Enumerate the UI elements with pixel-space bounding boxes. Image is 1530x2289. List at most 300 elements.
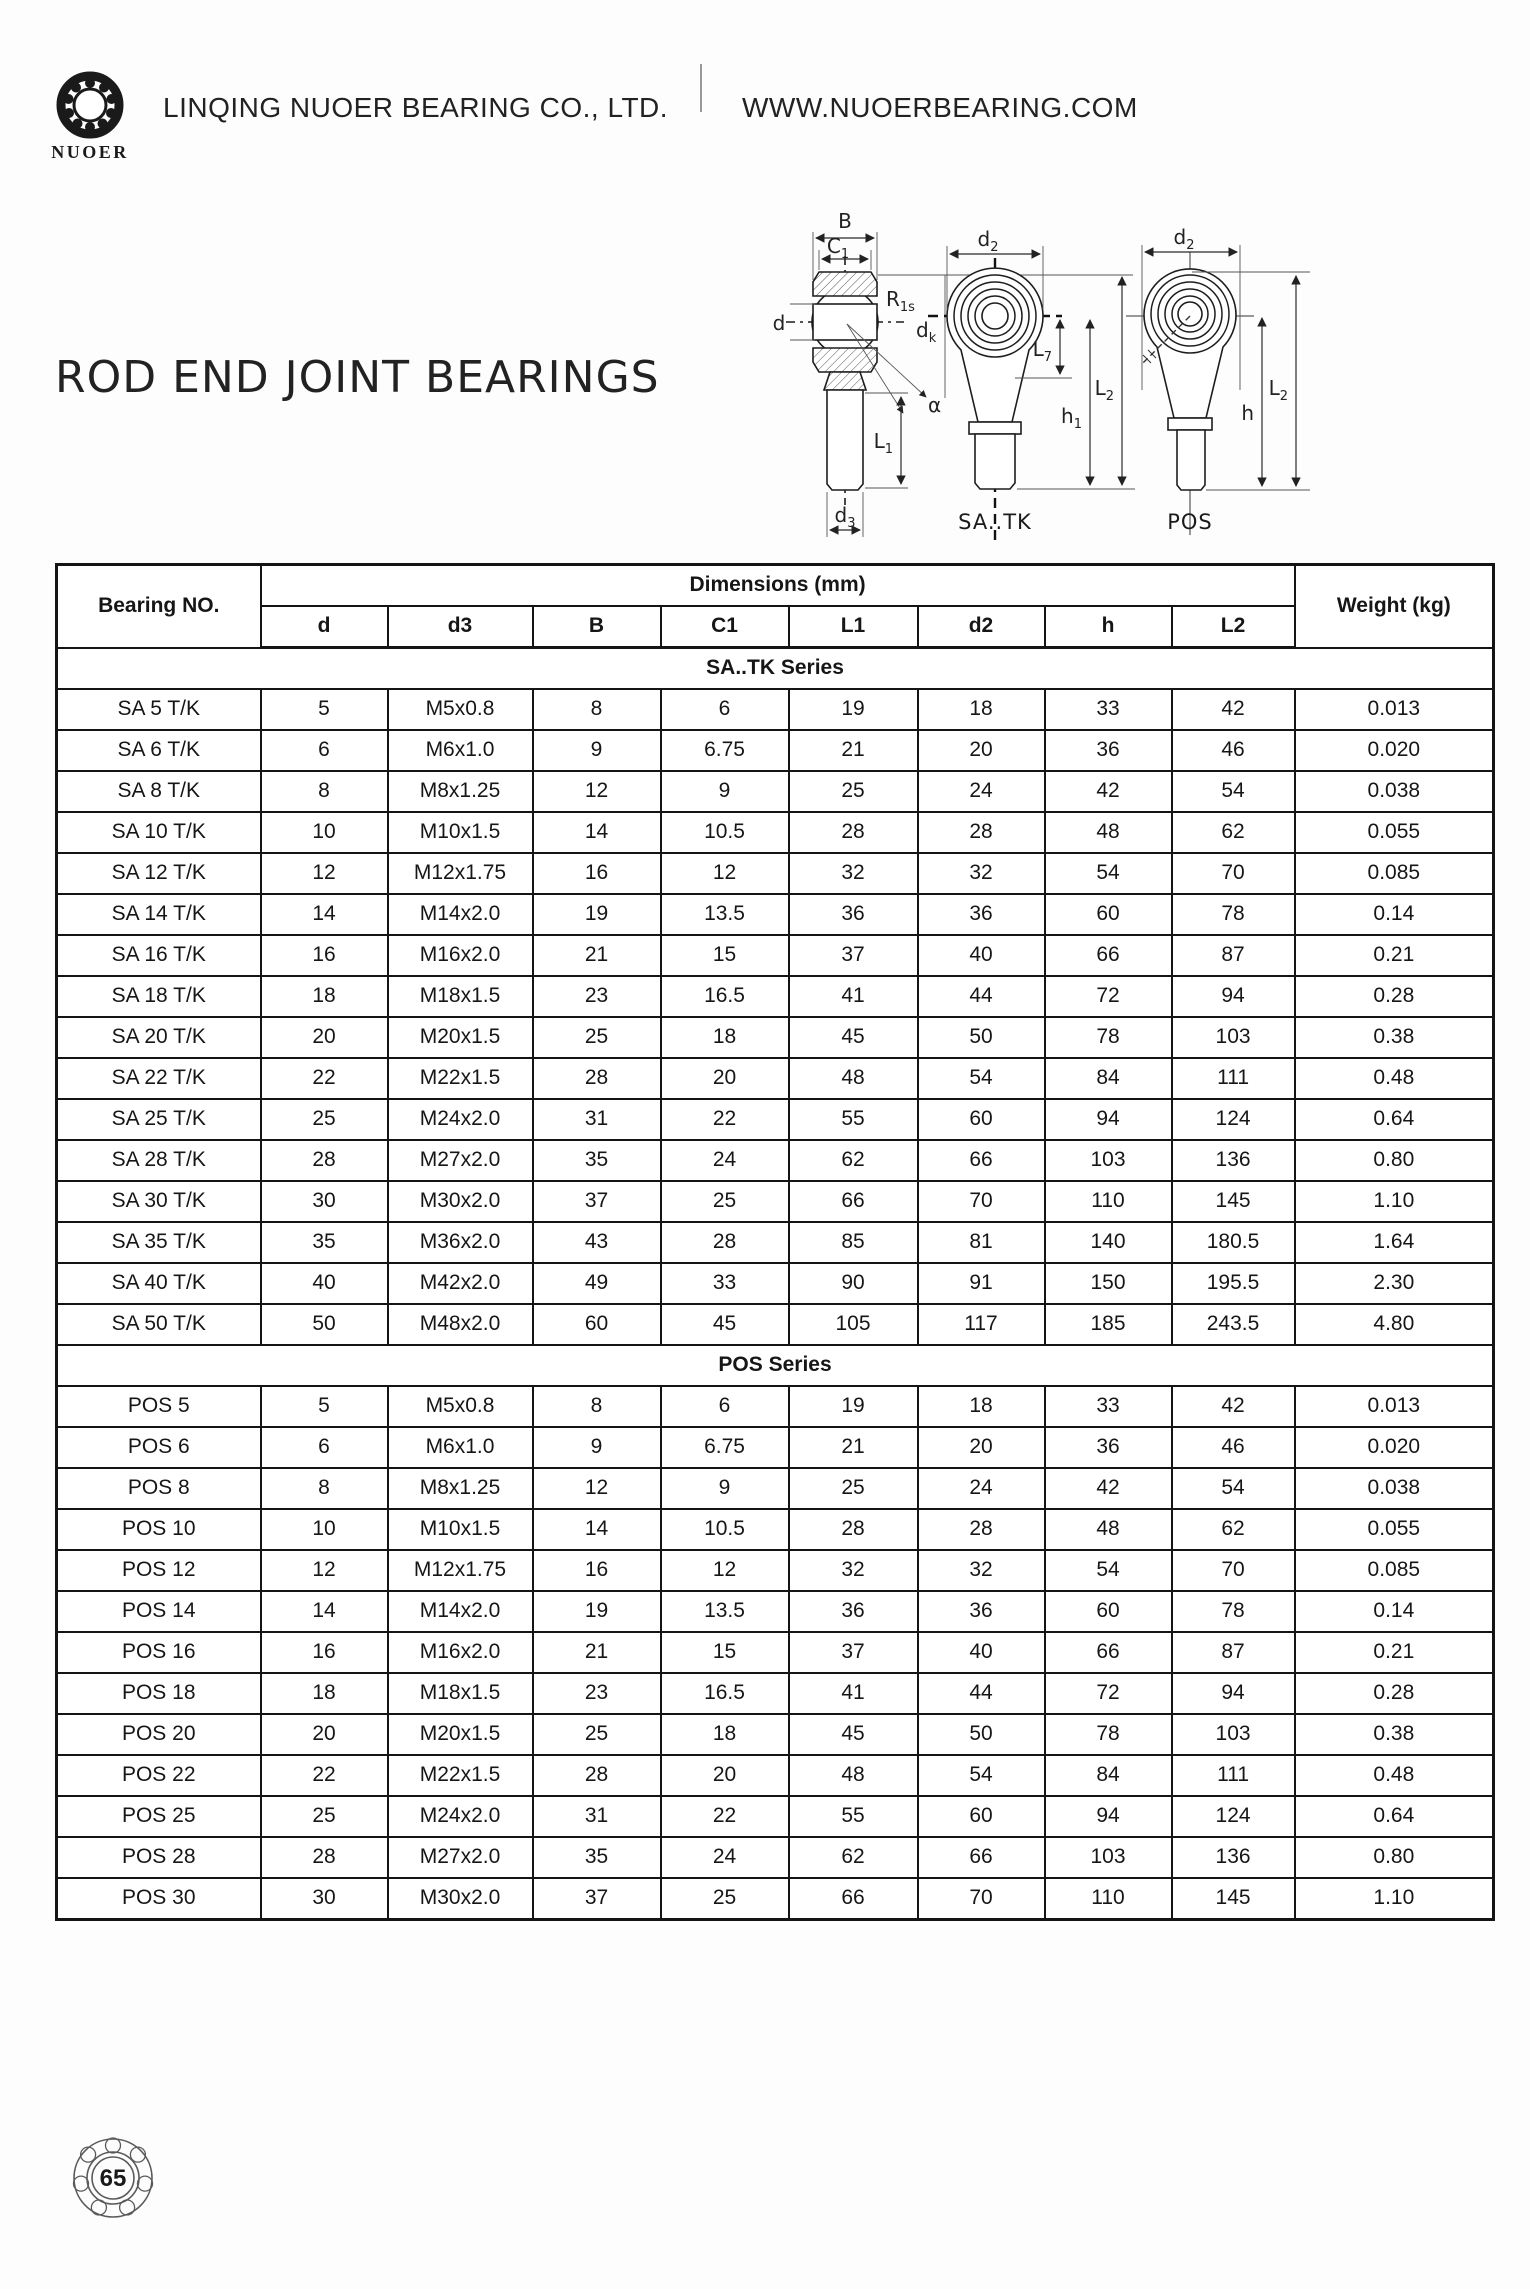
cell-dim: 103: [1172, 1017, 1295, 1058]
cell-dim: 111: [1172, 1755, 1295, 1796]
cell-dim: M20x1.5: [388, 1017, 533, 1058]
cell-dim: 25: [661, 1878, 789, 1920]
cell-bearing-no: POS 10: [57, 1509, 261, 1550]
table-row: [57, 1796, 1494, 1837]
table-header-row-2: [57, 606, 1494, 648]
cell-dim: 50: [261, 1304, 388, 1345]
cell-dim: 44: [918, 976, 1045, 1017]
cell-dim: 70: [918, 1181, 1045, 1222]
dim-label-R1s: $R_{1s}$: [886, 287, 915, 315]
cell-dim: 35: [261, 1222, 388, 1263]
table-row: [57, 1017, 1494, 1058]
cell-dim: 41: [789, 1673, 918, 1714]
col-header-weight: Weight (kg): [1295, 565, 1494, 648]
cell-dim: 94: [1172, 976, 1295, 1017]
table-row: [57, 1550, 1494, 1591]
cell-bearing-no: SA 16 T/K: [57, 935, 261, 976]
cell-dim: 41: [789, 976, 918, 1017]
cell-dim: 36: [789, 894, 918, 935]
dim-label-dk: $d_k$: [916, 318, 937, 346]
cell-dim: 31: [533, 1796, 661, 1837]
cell-dim: 81: [918, 1222, 1045, 1263]
cell-weight: 0.055: [1295, 1509, 1494, 1550]
cell-dim: 21: [789, 730, 918, 771]
cell-dim: 28: [261, 1140, 388, 1181]
dim-label-d3: $d_3$: [834, 503, 856, 531]
cell-dim: M20x1.5: [388, 1714, 533, 1755]
cell-dim: 8: [533, 1386, 661, 1427]
cell-dim: 28: [533, 1058, 661, 1099]
table-row: [57, 1509, 1494, 1550]
cell-dim: M27x2.0: [388, 1837, 533, 1878]
col-header-h: h: [1045, 606, 1172, 648]
cell-dim: 72: [1045, 1673, 1172, 1714]
cell-dim: 49: [533, 1263, 661, 1304]
cell-dim: 31: [533, 1099, 661, 1140]
cell-weight: 0.38: [1295, 1017, 1494, 1058]
cell-weight: 0.038: [1295, 771, 1494, 812]
cell-dim: 18: [918, 689, 1045, 730]
cell-dim: 28: [533, 1755, 661, 1796]
caption-pos: POS: [1167, 510, 1213, 534]
cell-dim: 48: [1045, 812, 1172, 853]
cell-dim: 12: [533, 1468, 661, 1509]
table-row: [57, 853, 1494, 894]
page-number: 65: [99, 2165, 127, 2192]
cell-dim: 36: [918, 894, 1045, 935]
company-name: LINQING NUOER BEARING CO., LTD.: [163, 92, 669, 123]
cell-weight: 2.30: [1295, 1263, 1494, 1304]
dim-label-C1: $C_1$: [826, 234, 850, 262]
cell-dim: 103: [1045, 1837, 1172, 1878]
cell-dim: 9: [661, 1468, 789, 1509]
cell-dim: 25: [261, 1099, 388, 1140]
cell-dim: 54: [918, 1755, 1045, 1796]
cell-dim: 32: [918, 1550, 1045, 1591]
cell-dim: 36: [789, 1591, 918, 1632]
table-row: [57, 689, 1494, 730]
cell-dim: 94: [1045, 1099, 1172, 1140]
cell-dim: 84: [1045, 1755, 1172, 1796]
cell-dim: 54: [918, 1058, 1045, 1099]
cell-dim: 37: [533, 1878, 661, 1920]
cell-dim: 48: [1045, 1509, 1172, 1550]
cell-dim: M14x2.0: [388, 1591, 533, 1632]
cell-dim: 46: [1172, 730, 1295, 771]
cell-dim: M8x1.25: [388, 1468, 533, 1509]
table-body: [57, 648, 1494, 1920]
cell-weight: 0.14: [1295, 894, 1494, 935]
cell-weight: 1.10: [1295, 1878, 1494, 1920]
cell-dim: 18: [261, 1673, 388, 1714]
cell-dim: 30: [261, 1878, 388, 1920]
cell-dim: 66: [918, 1837, 1045, 1878]
cell-dim: 66: [1045, 1632, 1172, 1673]
cell-bearing-no: SA 12 T/K: [57, 853, 261, 894]
cell-bearing-no: SA 14 T/K: [57, 894, 261, 935]
cell-dim: 78: [1172, 1591, 1295, 1632]
cell-bearing-no: SA 28 T/K: [57, 1140, 261, 1181]
cell-dim: 42: [1045, 1468, 1172, 1509]
cell-weight: 0.80: [1295, 1140, 1494, 1181]
cell-dim: M16x2.0: [388, 1632, 533, 1673]
col-header-C1: C1: [661, 606, 789, 648]
cell-dim: M10x1.5: [388, 1509, 533, 1550]
cell-dim: 94: [1045, 1796, 1172, 1837]
cell-dim: 46: [1172, 1427, 1295, 1468]
cell-dim: 14: [533, 812, 661, 853]
cell-dim: 32: [918, 853, 1045, 894]
cell-dim: 13.5: [661, 894, 789, 935]
cell-dim: 145: [1172, 1878, 1295, 1920]
cell-weight: 0.038: [1295, 1468, 1494, 1509]
cell-dim: 62: [1172, 812, 1295, 853]
cell-dim: 12: [661, 1550, 789, 1591]
cell-bearing-no: POS 5: [57, 1386, 261, 1427]
cell-bearing-no: POS 30: [57, 1878, 261, 1920]
cell-dim: 22: [261, 1058, 388, 1099]
sa-tk-front-drawing: [928, 227, 1135, 540]
cell-dim: 30: [261, 1181, 388, 1222]
cell-dim: 37: [789, 1632, 918, 1673]
cell-dim: 32: [789, 1550, 918, 1591]
cell-dim: 54: [1045, 1550, 1172, 1591]
cell-weight: 0.055: [1295, 812, 1494, 853]
cell-dim: 60: [533, 1304, 661, 1345]
cell-dim: 70: [1172, 853, 1295, 894]
cell-dim: 35: [533, 1837, 661, 1878]
cell-dim: 15: [661, 1632, 789, 1673]
cell-dim: M48x2.0: [388, 1304, 533, 1345]
cell-dim: 21: [533, 935, 661, 976]
cell-dim: M10x1.5: [388, 812, 533, 853]
cell-dim: 5: [261, 689, 388, 730]
cell-dim: 40: [918, 935, 1045, 976]
cell-dim: M30x2.0: [388, 1181, 533, 1222]
caption-sa-tk: SA..TK: [958, 510, 1032, 534]
cell-bearing-no: POS 18: [57, 1673, 261, 1714]
cell-dim: 12: [261, 853, 388, 894]
cell-dim: 28: [918, 812, 1045, 853]
cell-dim: 37: [533, 1181, 661, 1222]
cell-dim: M14x2.0: [388, 894, 533, 935]
cell-weight: 0.80: [1295, 1837, 1494, 1878]
header-divider: [700, 64, 702, 112]
cell-dim: 24: [918, 771, 1045, 812]
cell-weight: 0.21: [1295, 1632, 1494, 1673]
cell-dim: M12x1.75: [388, 1550, 533, 1591]
cell-bearing-no: POS 28: [57, 1837, 261, 1878]
cell-dim: 42: [1045, 771, 1172, 812]
table-row: [57, 1140, 1494, 1181]
cell-weight: 1.64: [1295, 1222, 1494, 1263]
table-row: [57, 1304, 1494, 1345]
cell-dim: 19: [533, 894, 661, 935]
side-section-drawing: [773, 209, 1133, 537]
cell-weight: 0.38: [1295, 1714, 1494, 1755]
table-row: [57, 1099, 1494, 1140]
cell-dim: 6: [661, 1386, 789, 1427]
cell-dim: 78: [1045, 1714, 1172, 1755]
cell-dim: 20: [918, 1427, 1045, 1468]
cell-dim: 8: [261, 1468, 388, 1509]
cell-bearing-no: POS 20: [57, 1714, 261, 1755]
cell-dim: 111: [1172, 1058, 1295, 1099]
series-title: POS Series: [57, 1345, 1494, 1386]
cell-dim: 62: [789, 1140, 918, 1181]
cell-weight: 1.10: [1295, 1181, 1494, 1222]
cell-dim: 124: [1172, 1796, 1295, 1837]
table-row: [57, 1263, 1494, 1304]
table-row: [57, 976, 1494, 1017]
cell-dim: 18: [661, 1714, 789, 1755]
cell-dim: 36: [1045, 1427, 1172, 1468]
cell-dim: M22x1.5: [388, 1755, 533, 1796]
cell-bearing-no: SA 5 T/K: [57, 689, 261, 730]
cell-bearing-no: SA 35 T/K: [57, 1222, 261, 1263]
logo-brand-text: NUOER: [51, 142, 129, 162]
cell-dim: 45: [789, 1017, 918, 1058]
cell-dim: M16x2.0: [388, 935, 533, 976]
cell-dim: 50: [918, 1714, 1045, 1755]
cell-dim: 42: [1172, 689, 1295, 730]
cell-weight: 0.28: [1295, 1673, 1494, 1714]
dim-label-d2-pos: $d_2$: [1173, 225, 1195, 253]
table-row: [57, 1591, 1494, 1632]
table-row: [57, 1468, 1494, 1509]
cell-dim: 16: [261, 935, 388, 976]
dim-label-h: h: [1241, 401, 1254, 425]
cell-dim: 9: [661, 771, 789, 812]
table-row: [57, 1714, 1494, 1755]
cell-dim: M36x2.0: [388, 1222, 533, 1263]
cell-dim: 16: [261, 1632, 388, 1673]
cell-dim: M6x1.0: [388, 730, 533, 771]
cell-dim: 45: [661, 1304, 789, 1345]
dim-label-h1: $h_1$: [1061, 404, 1082, 432]
cell-dim: 136: [1172, 1837, 1295, 1878]
cell-dim: M22x1.5: [388, 1058, 533, 1099]
bearing-logo-icon: [61, 76, 119, 134]
cell-dim: 12: [661, 853, 789, 894]
table-row: [57, 771, 1494, 812]
cell-dim: 19: [533, 1591, 661, 1632]
cell-dim: 24: [918, 1468, 1045, 1509]
cell-dim: 18: [661, 1017, 789, 1058]
cell-dim: 40: [918, 1632, 1045, 1673]
cell-dim: 103: [1045, 1140, 1172, 1181]
cell-dim: 36: [1045, 730, 1172, 771]
cell-weight: 0.64: [1295, 1099, 1494, 1140]
cell-dim: 28: [789, 812, 918, 853]
cell-dim: 37: [789, 935, 918, 976]
pos-front-drawing: [1126, 225, 1310, 535]
cell-bearing-no: POS 16: [57, 1632, 261, 1673]
cell-bearing-no: POS 22: [57, 1755, 261, 1796]
cell-dim: 60: [1045, 894, 1172, 935]
cell-dim: 22: [661, 1099, 789, 1140]
cell-weight: 0.28: [1295, 976, 1494, 1017]
col-header-B: B: [533, 606, 661, 648]
cell-dim: 124: [1172, 1099, 1295, 1140]
cell-weight: 0.013: [1295, 1386, 1494, 1427]
cell-weight: 0.14: [1295, 1591, 1494, 1632]
cell-bearing-no: POS 25: [57, 1796, 261, 1837]
table-row: [57, 1058, 1494, 1099]
cell-dim: 185: [1045, 1304, 1172, 1345]
cell-dim: M27x2.0: [388, 1140, 533, 1181]
cell-bearing-no: SA 10 T/K: [57, 812, 261, 853]
cell-dim: 15: [661, 935, 789, 976]
cell-dim: 22: [261, 1755, 388, 1796]
cell-dim: 6: [661, 689, 789, 730]
cell-dim: 140: [1045, 1222, 1172, 1263]
cell-dim: 87: [1172, 1632, 1295, 1673]
cell-dim: 145: [1172, 1181, 1295, 1222]
cell-dim: 25: [661, 1181, 789, 1222]
cell-dim: 33: [1045, 1386, 1172, 1427]
cell-dim: 9: [533, 1427, 661, 1468]
col-header-d: d: [261, 606, 388, 648]
cell-dim: 28: [261, 1837, 388, 1878]
cell-dim: 16: [533, 1550, 661, 1591]
cell-bearing-no: SA 30 T/K: [57, 1181, 261, 1222]
cell-dim: 50: [918, 1017, 1045, 1058]
cell-dim: 90: [789, 1263, 918, 1304]
cell-dim: 87: [1172, 935, 1295, 976]
cell-dim: 85: [789, 1222, 918, 1263]
cell-dim: 66: [789, 1878, 918, 1920]
cell-dim: 94: [1172, 1673, 1295, 1714]
cell-weight: 0.21: [1295, 935, 1494, 976]
cell-dim: 22: [661, 1796, 789, 1837]
dim-label-L7: $L_7$: [1032, 337, 1052, 365]
cell-dim: 20: [261, 1714, 388, 1755]
cell-dim: 60: [918, 1099, 1045, 1140]
cell-dim: M5x0.8: [388, 689, 533, 730]
cell-dim: 78: [1045, 1017, 1172, 1058]
cell-dim: 24: [661, 1140, 789, 1181]
cell-dim: M30x2.0: [388, 1878, 533, 1920]
cell-bearing-no: SA 22 T/K: [57, 1058, 261, 1099]
col-header-d2: d2: [918, 606, 1045, 648]
cell-dim: 243.5: [1172, 1304, 1295, 1345]
cell-weight: 0.48: [1295, 1755, 1494, 1796]
col-header-L2: L2: [1172, 606, 1295, 648]
cell-dim: 54: [1045, 853, 1172, 894]
cell-dim: 23: [533, 1673, 661, 1714]
cell-dim: M18x1.5: [388, 1673, 533, 1714]
cell-dim: 105: [789, 1304, 918, 1345]
cell-dim: 55: [789, 1099, 918, 1140]
spec-table: [55, 563, 1495, 1921]
cell-weight: 0.020: [1295, 730, 1494, 771]
cell-dim: 19: [789, 689, 918, 730]
dim-label-d2-sa: $d_2$: [977, 227, 999, 255]
cell-bearing-no: POS 14: [57, 1591, 261, 1632]
cell-dim: 40: [261, 1263, 388, 1304]
cell-dim: 14: [533, 1509, 661, 1550]
cell-dim: M12x1.75: [388, 853, 533, 894]
series-title: SA..TK Series: [57, 648, 1494, 690]
cell-dim: 8: [261, 771, 388, 812]
cell-dim: 25: [533, 1714, 661, 1755]
cell-dim: M8x1.25: [388, 771, 533, 812]
cell-bearing-no: SA 20 T/K: [57, 1017, 261, 1058]
cell-bearing-no: SA 6 T/K: [57, 730, 261, 771]
cell-bearing-no: SA 50 T/K: [57, 1304, 261, 1345]
cell-weight: 0.085: [1295, 1550, 1494, 1591]
dim-label-L1: $L_1$: [873, 429, 893, 457]
table-row: [57, 1673, 1494, 1714]
nuoer-logo: [50, 68, 130, 164]
cell-dim: 10.5: [661, 1509, 789, 1550]
table-row: [57, 730, 1494, 771]
cell-dim: 33: [661, 1263, 789, 1304]
cell-dim: 44: [918, 1673, 1045, 1714]
cell-weight: 4.80: [1295, 1304, 1494, 1345]
table-row: [57, 894, 1494, 935]
cell-weight: 0.085: [1295, 853, 1494, 894]
dim-label-d: d: [772, 311, 786, 335]
cell-dim: 28: [789, 1509, 918, 1550]
table-header-row-1: [57, 565, 1494, 607]
cell-dim: 54: [1172, 1468, 1295, 1509]
cell-bearing-no: POS 6: [57, 1427, 261, 1468]
dim-label-L2-sa: $L_2$: [1094, 376, 1114, 404]
cell-dim: 16.5: [661, 976, 789, 1017]
cell-dim: 10: [261, 812, 388, 853]
table-row: [57, 1755, 1494, 1796]
table-row: [57, 935, 1494, 976]
col-group-dimensions: Dimensions (mm): [261, 565, 1295, 607]
technical-drawings: [680, 140, 1360, 550]
cell-dim: M5x0.8: [388, 1386, 533, 1427]
cell-dim: 25: [261, 1796, 388, 1837]
cell-dim: 48: [789, 1058, 918, 1099]
cell-dim: 6: [261, 730, 388, 771]
dim-label-B: B: [838, 209, 852, 233]
cell-weight: 0.020: [1295, 1427, 1494, 1468]
cell-dim: 13.5: [661, 1591, 789, 1632]
cell-dim: 35: [533, 1140, 661, 1181]
series-header-row: [57, 648, 1494, 690]
cell-dim: 60: [918, 1796, 1045, 1837]
cell-dim: 55: [789, 1796, 918, 1837]
cell-dim: 110: [1045, 1878, 1172, 1920]
table-row: [57, 812, 1494, 853]
cell-weight: 0.013: [1295, 689, 1494, 730]
cell-dim: 78: [1172, 894, 1295, 935]
cell-dim: 70: [918, 1878, 1045, 1920]
cell-dim: 117: [918, 1304, 1045, 1345]
col-header-L1: L1: [789, 606, 918, 648]
cell-dim: 32: [789, 853, 918, 894]
cell-dim: 91: [918, 1263, 1045, 1304]
cell-dim: 72: [1045, 976, 1172, 1017]
cell-dim: 14: [261, 1591, 388, 1632]
table-row: [57, 1427, 1494, 1468]
cell-dim: 43: [533, 1222, 661, 1263]
table-row: [57, 1837, 1494, 1878]
cell-dim: 9: [533, 730, 661, 771]
cell-dim: 14: [261, 894, 388, 935]
cell-dim: 10: [261, 1509, 388, 1550]
cell-dim: 62: [789, 1837, 918, 1878]
cell-dim: 20: [661, 1058, 789, 1099]
cell-dim: 18: [918, 1386, 1045, 1427]
series-header-row: [57, 1345, 1494, 1386]
